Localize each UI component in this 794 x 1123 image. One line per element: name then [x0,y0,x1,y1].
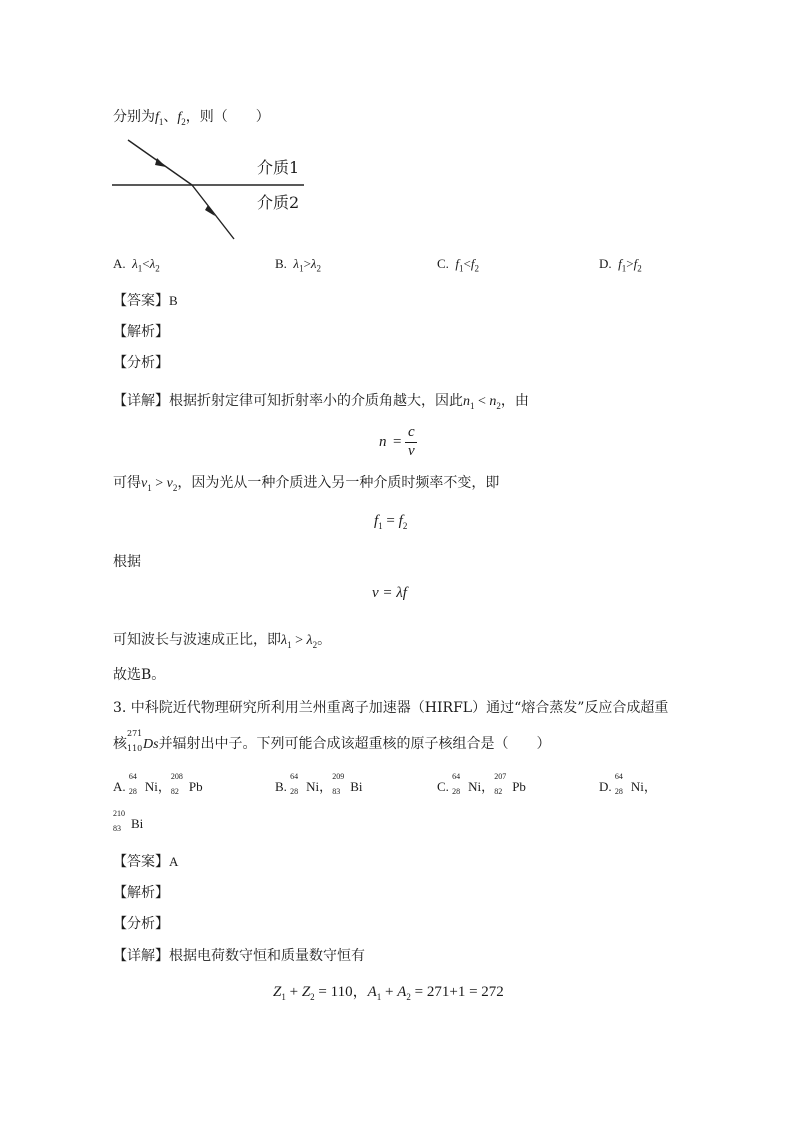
formula-f1-f2: $f_1 = f_2$ [374,513,408,531]
stem-sep: 、 [163,109,178,125]
q2-option-b: B. $\lambda_1>\lambda_2$ [275,256,322,274]
q3-detail-line: 【详解】根据电荷数守恒和质量数守恒有 [113,948,365,964]
q2-genju: 根据 [113,554,141,570]
formula-v-lambda-f: v = λf [372,585,407,601]
q2-line3: 可知波长与波速成正比，即$\lambda_1 > \lambda_2$。 [113,632,332,650]
q2-answer: 【答案】B [113,293,178,309]
q2-line2: 可得$v_1 > v_2$，因为光从一种介质进入另一种介质时频率不变，即 [113,475,500,493]
medium2-label: 介质2 [257,193,300,212]
q3-answer: 【答案】A [113,854,179,870]
q3-analysis-tag: 【解析】 [113,885,169,901]
q3-conservation-eq: $Z_1 + Z_2 = 110$，$A_1 + A_2 = 271+1 = 272$ [273,984,504,1002]
n1-lt-n2: $n_1 < n_2$ [463,394,501,411]
q2-fenxi-tag: 【分析】 [113,355,169,371]
stem-prefix: 分别为 [113,109,155,125]
q3-option-a: A. 64 28 Ni， 208 82 Pb [113,772,203,796]
incident-arrow-icon [155,158,166,167]
stem-end: ，则（ ） [185,109,270,125]
refracted-arrow-icon [205,205,215,216]
stem-f1: $f_1$ [155,110,164,127]
q2-analysis-tag: 【解析】 [113,324,169,340]
q3-option-d: D. 64 28 Ni， [599,772,657,796]
stem-f2: $f_2$ [177,110,186,127]
refracted-ray [192,185,234,239]
q3-option-b: B. 64 28 Ni， 209 83 Bi [275,772,363,796]
q2-option-c: C. $f_1<f_2$ [437,256,480,274]
q2-conclusion: 故选B。 [113,667,166,683]
q2-option-d: D. $f_1>f_2$ [599,256,642,274]
q3-stem-line1: 3. 中科院近代物理研究所利用兰州重离子加速器（HIRFL）通过“熔合蒸发”反应合成超重 [113,700,669,716]
q3-stem-line2: 核 271 110 Ds并辐射出中子。下列可能合成该超重核的原子核组合是（ ） [113,729,551,753]
q3-option-d-cont: 210 83 Bi [113,809,144,833]
nuclide-ds: 271 110 Ds [127,729,159,753]
q3-fenxi-tag: 【分析】 [113,916,169,932]
q3-option-c: C. 64 28 Ni， 207 82 Pb [437,772,526,796]
q2-option-a: A. $\lambda_1<\lambda_2$ [113,256,160,274]
q2-detail-line: 【详解】根据折射定律可知折射率小的介质角越大，因此$n_1 < n_2$，由 [113,393,529,411]
q2-stem-tail [113,106,270,127]
medium1-label: 介质1 [257,158,300,177]
